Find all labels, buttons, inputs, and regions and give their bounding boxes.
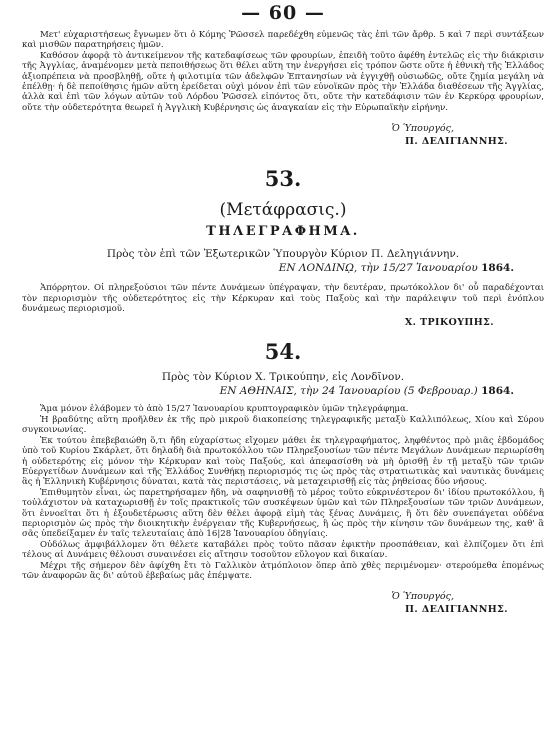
document-page [22, 0, 544, 617]
telegram-heading: ΤΗΛΕΓΡΑΦΗΜΑ. [206, 224, 360, 240]
year: 1864. [481, 385, 514, 398]
paragraph: Ἀπόρρητον. Οἱ πληρεξούσιοι τῶν πέντε Δυνάμεων ὑπέγραψαν, τὴν δευτέραν, πρωτόκολλον δι' οὗ παραδέχονται τὸν περιορισμὸν τῆς οὐδετερότητος εἰς τὴν Κέρκυραν καὶ τοὺς Παξοὺς καὶ τὴν παράλειψιν τοῦ περὶ ἐνόπλου δυνάμεως περιορισμοῦ. [22, 283, 544, 315]
place-date-text: ΕΝ ΛΟΝΔΙΝῼ, τὴν 15/27 Ἰανουαρίου [278, 262, 478, 275]
document-54 [22, 340, 544, 617]
signature-role: Ὁ Ὑπουργός, [391, 123, 454, 135]
paragraph: Μετ' εὐχαριστήσεως ἔγνωμεν ὅτι ὁ Κόμης Ῥῶσσελ παρεδέχθη εὐμενῶς τὰς ἐπὶ τῶν ἄρθρ. 5 καὶ 7 περὶ συντάξεων καὶ μισθῶν παρατηρήσεις ἡμῶν. [22, 30, 544, 51]
place-date [22, 261, 544, 275]
page-number: — 60 — [241, 2, 325, 24]
paragraph: Ἐπιθυμητὸν εἶναι, ὡς παρετηρήσαμεν ἤδη, νὰ σαφηνισθῇ τὸ μέρος τοῦτο εὐκρινέστερον δι' ἰδίου πρωτοκόλλου, ἢ τοὐλάχιστον νὰ καταχωρισθῇ ἐν τοῖς πρακτικοῖς τῶν συσκέψεων ὑμῶν καὶ τῶν Πληρεξουσίων τῶν τριῶν Δυνάμεων, ὅτι ἐννοεῖται ὅτι ἡ ἐξουδετέρωσις αὕτη δὲν θέλει ἀφορᾷ εἰμὴ τὰς ξένας Δυνάμεις, ἢ ὅτι δὲν συνεπάγεται οὐδένα περιορισμὸν ὡς πρὸς τὴν διοικητικὴν ἐνέργειαν τῆς Κυβερνήσεως, ἢ ὡς πρὸς τὴν κίνησιν τῶν δυνάμεων της, καθ' ἃ σᾶς ὑπεδείξαμεν ἐν ταῖς τελευταίαις ἀπὸ 16|28 Ἰανουαρίου ὁδηγίαις. [22, 487, 544, 540]
paragraph: Καθόσον ἀφορᾷ τὸ ἀντικείμενον τῆς κατεδαφίσεως τῶν φρουρίων, ἐπειδὴ τοῦτο ἀφέθη ἐντελῶς εἰς τὴν διάκρισιν τῆς Ἀγγλίας, ἀναμένομεν μετὰ πεποιθήσεως ὅτι θέλει αὕτη την ἐνεργήσει εἰς τρόπον ὥστε οὔτε ἡ ἐθνικὴ τῆς Ἑλλάδος ἀξιοπρέπεια νὰ προσβληθῇ, οὔτε ἡ φιλοτιμία τῶν ἀδελφῶν Ἑπτανησίων νὰ ἐγγιχθῇ οὐσιωδῶς, οὔτε ζημία μεγάλη νὰ ἐπέλθῃ· ἡ δὲ πεποίθησις ἡμῶν αὕτη ἐρείδεται οὐχὶ μόνον ἐπὶ τῶν εὐνοϊκῶν πρὸς τὴν Ἑλλάδα διαθέσεων τῆς Ἀγγλίας, ἀλλὰ καὶ ἐπὶ τῶν λόγων αὐτῶν τοῦ Λόρδου Ῥῶσσελ εἰπόντος ὅτι, οὔτε τὴν κατεδάφισιν τῶν ἐν Κερκύρᾳ φρουρίων, οὔτε τὴν οὐδετερότητα θεωρεῖ ἡ Ἀγγλικὴ Κυβέρνησις ὡς ἀναγκαίαν εἰς τὴν Εὐρωπαϊκὴν εἰρήνην. [22, 50, 544, 113]
paragraph: Ἡ βραδύτης αὕτη προῆλθεν ἐκ τῆς πρὸ μικροῦ διακοπείσης τηλεγραφικῆς μεταξὺ Καλλιπόλεως, Χίου καὶ Σύρου συγκοινωνίας. [22, 414, 544, 436]
paragraph: Οὐδόλως ἀμφιβάλλομεν ὅτι θέλετε καταβάλει πρὸς τοῦτο πᾶσαν ἐφικτὴν προσπάθειαν, καὶ ἐλπίζομεν ὅτι ἐπὶ τέλους αἱ Δυνάμεις θέλουσι συναινέσει εἰς αἴτησιν τοσοῦτον εὔλογον καὶ δικαίαν. [22, 539, 544, 561]
paragraph: Ἐκ τούτου ἐπεβεβαιώθη ὅ,τι ἤδη εὐχαρίστως εἴχομεν μάθει ἐκ τηλεγραφήματος, ληφθέντος πρὸ μιᾶς ἑβδομάδος ὑπὸ τοῦ Κυρίου Σκάρλετ, ὅτι δηλαδὴ διὰ πρωτοκόλλου τῶν Πληρεξουσίων τῶν πέντε Μεγάλων Δυνάμεων περιωρίσθη ἡ οὐδετερότης εἰς μόνον τὴν Κέρκυραν καὶ τοὺς Παξούς, καὶ ἀπεφασίσθη νὰ μὴ ὁρισθῇ ἐν τῇ μεταξὺ τῶν τριῶν Εὐεργετίδων Δυνάμεων καὶ τῆς Ἑλλάδος Συνθήκῃ περιορισμός τις ὡς πρὸς τὰς στρατιωτικὰς καὶ ναυτικὰς δυνάμεις ἃς ἡ Ἑλληνικὴ Κυβέρνησις δύναται, κατὰ τὰς περιστάσεις, νὰ μεταχειρισθῇ εἰς τὰς ῥηθείσας δύο νήσους. [22, 435, 544, 488]
document-53 [22, 167, 544, 330]
top-section [22, 30, 544, 149]
year: 1864. [481, 262, 514, 275]
signature-name: Π. ΔΕΛΙΓΙΑΝΝΗΣ. [405, 604, 508, 616]
signature-name: Π. ΔΕΛΙΓΙΑΝΝΗΣ. [405, 136, 508, 148]
paragraph: Ἅμα μόνον ἐλάβομεν τὸ ἀπὸ 15/27 Ἰανουαρίου κρυπτογραφικὸν ὑμῶν τηλεγράφημα. [40, 404, 409, 415]
place-date-text: ΕΝ ΑΘΗΝΑΙΣ, τὴν 24 Ἰανουαρίου (5 Φεβρουαρ.) [219, 385, 478, 398]
place-date [22, 384, 544, 398]
addressee: Πρὸς τὸν Κύριον Χ. Τρικούπην, εἰς Λονδῖνον. [161, 371, 405, 384]
signature-role: Ὁ Ὑπουργός, [391, 591, 454, 603]
document-number: 53. [264, 166, 302, 192]
document-number: 54. [264, 339, 302, 365]
translation-label: (Μετάφρασις.) [219, 200, 347, 221]
paragraph: Μέχρι τῆς σήμερον δὲν ἀφίχθη ἔτι τὸ Γαλλικὸν ἀτμόπλοιον ὅπερ ἀπὸ χθὲς περιμένομεν· στερούμεθα ἑπομένως τῶν ἀναφορῶν ἃς δι' αὐτοῦ ἐβεβαίως μᾶς ἐπέμψατε. [22, 560, 544, 581]
addressee: Πρὸς τὸν ἐπὶ τῶν Ἐξωτερικῶν Ὑπουργὸν Κύριον Π. Δεληγιάννην. [106, 248, 460, 261]
sender-name: Χ. ΤΡΙΚΟΥΠΗΣ. [404, 317, 494, 329]
